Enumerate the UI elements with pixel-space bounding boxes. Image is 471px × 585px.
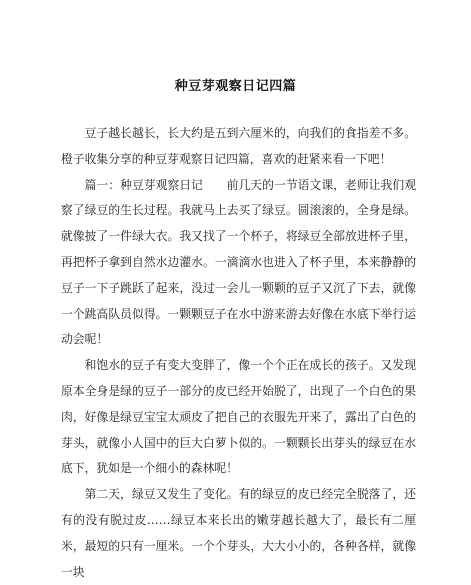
paragraph-one: 篇一：种豆芽观察日记 前几天的一节语文课，老师让我们观察了绿豆的生长过程。我就马上去买了绿豆。圆滚滚的，全身是绿。就像披了一件绿大衣。我又找了一个杯子，将绿豆全部放进杯子里，再把杯子拿到自然水边灌水。一滴滴水也进入了杯子里，本来静静的豆子一下子跳跃了起来，没过一会儿一颗颗的豆子又沉了下去，就像一个跳高队员似得。一颗颗豆子在水中游来游去好像在水底下举行运动会呢！: [61, 177, 416, 347]
paragraph-intro: 豆子越长越长，长大约是五到六厘米的，向我们的食指差不多。橙子收集分享的种豆芽观察日记四篇，喜欢的赶紧来看一下吧！: [61, 126, 416, 166]
document-title: 种豆芽观察日记四篇: [174, 79, 297, 94]
document-body: [61, 121, 416, 585]
paragraph-two: 和饱水的豆子有变大变胖了，像一个个正在成长的孩子。又发现原本全身是绿的豆子一部分的皮已经开始脱了，出现了一个白色的果肉，好像是绿豆宝宝太顽皮了把自己的衣服先开来了，露出了白色的芽头，就像小人国中的巨大白萝卜似的。一颗颗长出芽头的绿豆在水底下，犹如是一个细小的森林呢！: [61, 358, 416, 476]
paragraph-three: 第二天，绿豆又发生了变化。有的绿豆的皮已经完全脱落了，还有的没有脱过皮……绿豆本来长出的嫩芽越长越大了，最长有二厘米，最短的只有一厘米。一个个芽头，大大小小的，各种各样，就像一块: [61, 487, 416, 579]
